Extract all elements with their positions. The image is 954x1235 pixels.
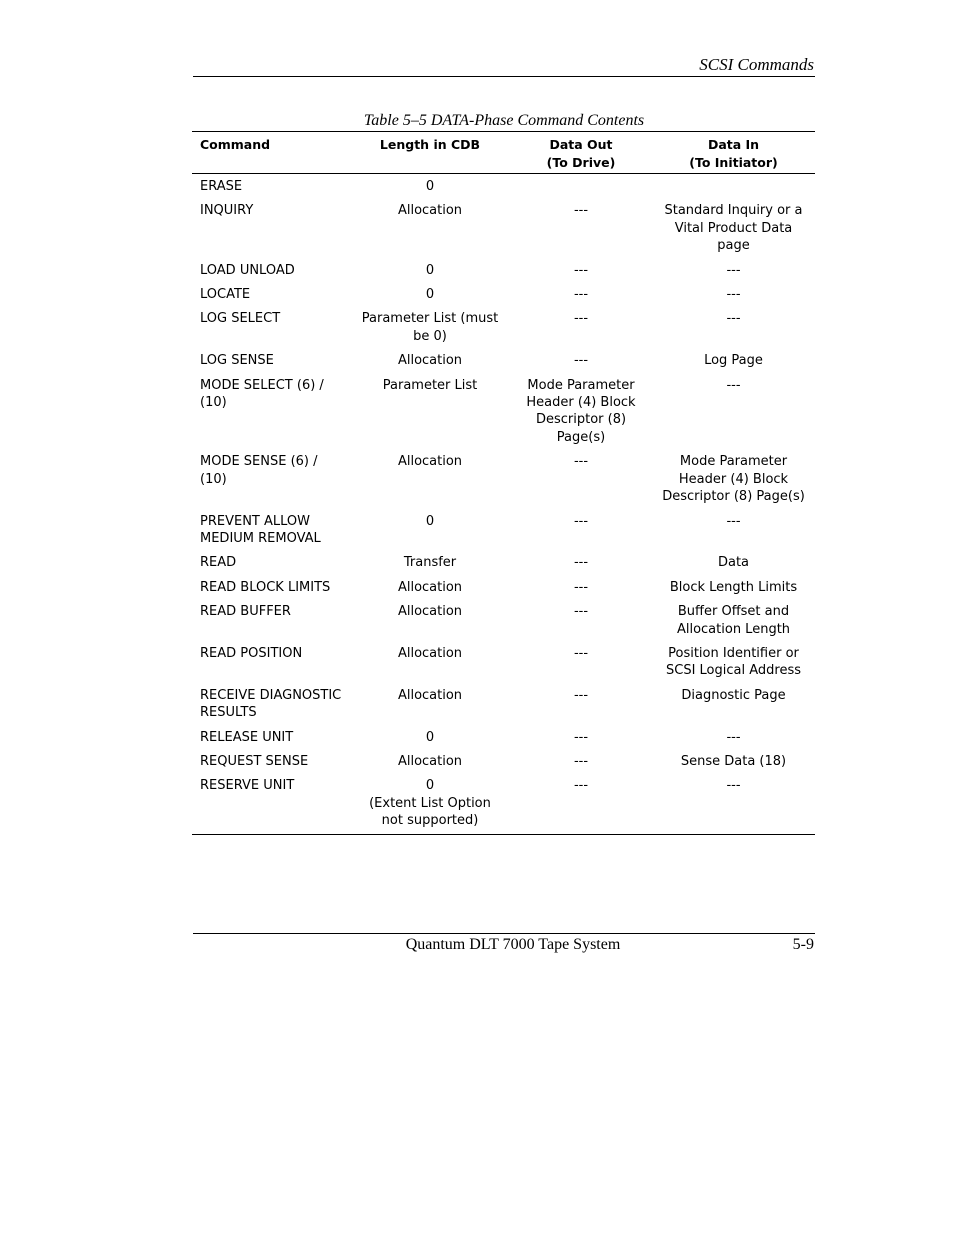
cell-data-in: ---	[726, 778, 741, 794]
cell-length: Allocation	[397, 753, 463, 769]
cell-length: Allocation	[397, 203, 463, 219]
cell-data-out: ---	[573, 262, 589, 278]
table-row	[192, 753, 815, 777]
cell-data-in: Sense Data (18)	[680, 753, 787, 769]
column-header-data-out: Data Out (To Drive)	[546, 137, 616, 170]
cell-command: LOG SENSE	[200, 353, 274, 369]
cell-data-out: ---	[573, 555, 589, 571]
running-header: SCSI Commands	[699, 55, 814, 74]
cell-data-in: Diagnostic Page	[681, 687, 786, 703]
cell-length: Allocation	[397, 645, 463, 661]
cell-data-in: Block Length Limits	[669, 579, 798, 595]
cell-command: LOCATE	[200, 287, 251, 303]
cell-data-in: ---	[726, 311, 741, 327]
cell-length: Allocation	[397, 604, 463, 620]
cell-length: Parameter List	[382, 377, 478, 393]
cell-command: ERASE	[200, 179, 243, 194]
cell-data-in: ---	[726, 287, 741, 303]
cell-length: Parameter List (must be 0)	[361, 311, 499, 344]
footer-page-number: 5-9	[792, 936, 814, 953]
table-caption: Table 5–5 DATA-Phase Command Contents	[363, 112, 645, 129]
cell-data-in: Standard Inquiry or a Vital Product Data page	[664, 203, 803, 254]
cell-length: Allocation	[397, 454, 463, 470]
table-header-row	[192, 132, 815, 174]
cell-data-out: ---	[573, 203, 589, 219]
table-row	[192, 377, 815, 454]
cell-data-in: Position Identifier or SCSI Logical Address	[665, 645, 801, 679]
table-row	[192, 453, 815, 512]
cell-data-in: ---	[726, 262, 741, 278]
footer-document-title: Quantum DLT 7000 Tape System	[405, 936, 621, 953]
cell-length: 0	[425, 262, 435, 278]
table-row	[192, 554, 815, 578]
command-table-container	[192, 131, 815, 835]
cell-command: READ BUFFER	[200, 604, 291, 620]
table-row	[192, 777, 815, 834]
cell-length: 0	[425, 729, 435, 745]
cell-data-in: Data	[717, 555, 750, 571]
cell-data-out: ---	[573, 579, 589, 595]
data-phase-command-table	[192, 131, 815, 835]
cell-data-out: Mode Parameter Header (4) Block Descriptor (8) Page(s)	[526, 377, 636, 445]
cell-command: MODE SENSE (6) / (10)	[200, 454, 318, 487]
column-header-length: Length in CDB	[379, 137, 481, 152]
cell-command: RELEASE UNIT	[200, 729, 294, 745]
cell-data-out: ---	[573, 353, 589, 369]
cell-length: Allocation	[397, 579, 463, 595]
table-row	[192, 262, 815, 286]
header-rule	[193, 76, 815, 77]
cell-data-out: ---	[573, 687, 589, 703]
cell-command: REQUEST SENSE	[200, 753, 309, 769]
table-row	[192, 202, 815, 261]
table-row	[192, 286, 815, 310]
table-row	[192, 174, 815, 203]
cell-length: Allocation	[397, 353, 463, 369]
cell-data-in: Log Page	[704, 353, 763, 369]
cell-command: LOAD UNLOAD	[200, 262, 295, 278]
cell-data-in: Buffer Offset and Allocation Length	[676, 604, 791, 637]
table-row	[192, 729, 815, 753]
cell-data-out: ---	[573, 778, 589, 794]
cell-data-in: Mode Parameter Header (4) Block Descriptor (8) Page(s)	[662, 454, 805, 505]
cell-command: READ BLOCK LIMITS	[200, 579, 331, 595]
cell-data-out	[510, 174, 652, 203]
cell-command: READ	[200, 555, 237, 571]
column-header-data-in: Data In (To Initiator)	[689, 137, 778, 170]
cell-length: 0 (Extent List Option not supported)	[369, 778, 491, 829]
cell-command: MODE SELECT (6) / (10)	[200, 377, 324, 411]
cell-data-out: ---	[573, 753, 589, 769]
table-row	[192, 513, 815, 555]
cell-data-in: ---	[726, 377, 741, 393]
column-header-command: Command	[200, 137, 271, 152]
cell-length: 0	[425, 513, 435, 529]
table-row	[192, 645, 815, 687]
cell-command: INQUIRY	[200, 203, 254, 219]
cell-data-out: ---	[573, 645, 589, 661]
cell-command: RECEIVE DIAGNOSTIC RESULTS	[200, 687, 342, 721]
cell-data-in	[652, 174, 815, 203]
table-header	[192, 132, 815, 174]
cell-length: 0	[425, 179, 435, 194]
cell-data-out: ---	[573, 287, 589, 303]
table-row	[192, 310, 815, 352]
cell-data-out: ---	[573, 729, 589, 745]
cell-data-out: ---	[573, 311, 589, 327]
cell-command: PREVENT ALLOW MEDIUM REMOVAL	[200, 513, 321, 546]
table-row	[192, 579, 815, 603]
table-body	[192, 174, 815, 835]
cell-length: Transfer	[403, 555, 457, 571]
cell-command: LOG SELECT	[200, 311, 281, 327]
cell-command: READ POSITION	[200, 645, 303, 661]
cell-data-out: ---	[573, 604, 589, 620]
cell-length: Allocation	[397, 687, 463, 703]
cell-data-out: ---	[573, 513, 589, 529]
table-row	[192, 352, 815, 376]
table-row	[192, 603, 815, 645]
cell-data-in: ---	[726, 729, 741, 745]
cell-data-in: ---	[726, 513, 741, 529]
cell-data-out: ---	[573, 454, 589, 470]
table-row	[192, 687, 815, 729]
cell-length: 0	[425, 287, 435, 303]
cell-command: RESERVE UNIT	[200, 778, 295, 794]
